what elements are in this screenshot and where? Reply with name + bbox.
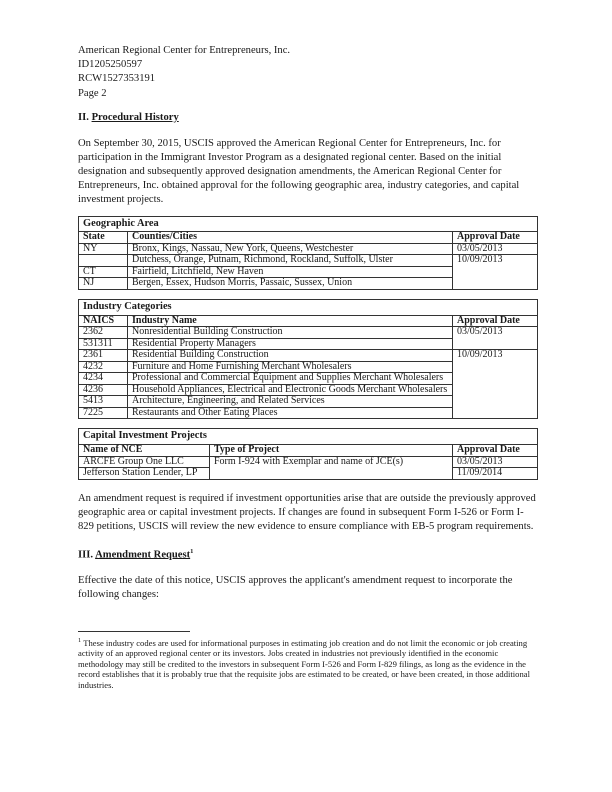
- section-heading-procedural-history: [78, 111, 538, 125]
- industry-name-cell: Furniture and Home Furnishing Merchant Wholesalers: [128, 361, 453, 373]
- footnote-text: These industry codes are used for informational purposes in estimating job creation and do not limit the economic or job creating activity of an approved regional center or its investors. Jobs created in industries not previously identified in the economic methodology may still be credited to the investors in subsequent Form I-526 and Form I-829 filings, as long as the evidence in the record establishes that it is probably true that the requisite jobs are estimated to be created, or have been created, in those additional industries.: [78, 637, 530, 690]
- amendment-requirement-paragraph: An amendment request is required if investment opportunities arise that are outside the previously approved geographic area or capital investment projects. If changes are found in subsequent Form I-526 or Form I-829 petitions, USCIS will review the new evidence to ensure compliance with EB-5 program requirements.: [78, 492, 536, 532]
- counties-cell: Bronx, Kings, Nassau, New York, Queens, Westchester: [128, 243, 453, 255]
- table-row: [79, 350, 538, 362]
- industry-categories-table: [78, 299, 538, 419]
- naics-cell: 7225: [79, 407, 128, 419]
- capital-investment-projects-table: [78, 428, 538, 479]
- naics-cell: 4236: [79, 384, 128, 396]
- industry-name-cell: Professional and Commercial Equipment and Supplies Merchant Wholesalers: [128, 373, 453, 385]
- footnote: [78, 637, 538, 690]
- approval-date-cell: 03/05/2013: [453, 243, 538, 255]
- industry-name-cell: Architecture, Engineering, and Related Services: [128, 396, 453, 408]
- amendment-request-paragraph: Effective the date of this notice, USCIS approves the applicant's amendment request to incorporate the following changes:: [78, 575, 513, 601]
- footnote-reference: 1: [190, 547, 194, 555]
- table-title: Geographic Area: [79, 216, 538, 232]
- approval-date-cell: 11/09/2014: [453, 468, 538, 480]
- column-header-approval-date: Approval Date: [453, 315, 538, 327]
- column-header-industry-name: Industry Name: [128, 315, 453, 327]
- naics-cell: 2361: [79, 350, 128, 362]
- nce-name-cell: Jefferson Station Lender, LP: [79, 468, 210, 480]
- naics-cell: 4232: [79, 361, 128, 373]
- industry-name-cell: Residential Building Construction: [128, 350, 453, 362]
- section-heading-amendment-request: [78, 548, 538, 563]
- footnote-mark: 1: [78, 637, 82, 644]
- state-cell: NY: [79, 243, 128, 255]
- industry-name-cell: Residential Property Managers: [128, 338, 453, 350]
- counties-cell: Dutchess, Orange, Putnam, Richmond, Rockland, Suffolk, Ulster: [128, 255, 453, 267]
- table-row: [79, 255, 538, 267]
- geographic-area-table: [78, 216, 538, 290]
- section-number: III.: [78, 549, 94, 561]
- table-row: [79, 327, 538, 339]
- section-title: Procedural History: [91, 111, 179, 123]
- table-title: Industry Categories: [79, 299, 538, 315]
- table-row: [79, 456, 538, 468]
- section-title: Amendment Request: [95, 549, 191, 561]
- approval-date-cell: 03/05/2013: [453, 327, 538, 350]
- section-number: II.: [78, 111, 89, 123]
- approval-date-cell: 10/09/2013: [453, 350, 538, 419]
- counties-cell: Fairfield, Litchfield, New Haven: [128, 266, 453, 278]
- project-type-cell: Form I-924 with Exemplar and name of JCE(s): [210, 456, 453, 479]
- receipt-id: ID1205250597: [78, 59, 143, 71]
- table-title: Capital Investment Projects: [79, 429, 538, 445]
- case-id: RCW1527353191: [78, 73, 156, 85]
- page-number: Page 2: [78, 87, 107, 99]
- column-header-approval-date: Approval Date: [453, 232, 538, 244]
- naics-cell: 531311: [79, 338, 128, 350]
- column-header-approval-date: Approval Date: [453, 445, 538, 457]
- procedural-history-paragraph: On September 30, 2015, USCIS approved the American Regional Center for Entrepreneurs, Inc. for participation in the Immigrant Investor Program as a designated regional center. Based on the initial designation and subsequently approved designation amendments, the American Regional Center for Entrepreneurs, Inc. obtained approval for the following geographic area, industry categories, and capital investment projects.: [78, 137, 520, 205]
- state-cell: [79, 255, 128, 267]
- column-header-state: State: [79, 232, 128, 244]
- industry-name-cell: Household Appliances, Electrical and Electronic Goods Merchant Wholesalers: [128, 384, 453, 396]
- org-name: American Regional Center for Entrepreneurs, Inc.: [78, 45, 291, 56]
- column-header-counties: Counties/Cities: [128, 232, 453, 244]
- state-cell: NJ: [79, 278, 128, 290]
- approval-date-cell: 10/09/2013: [453, 255, 538, 290]
- document-header: [78, 44, 538, 101]
- industry-name-cell: Nonresidential Building Construction: [128, 327, 453, 339]
- column-header-nce-name: Name of NCE: [79, 445, 210, 457]
- document-page: [78, 44, 538, 602]
- naics-cell: 2362: [79, 327, 128, 339]
- nce-name-cell: ARCFE Group One LLC: [79, 456, 210, 468]
- state-cell: CT: [79, 266, 128, 278]
- naics-cell: 5413: [79, 396, 128, 408]
- column-header-project-type: Type of Project: [210, 445, 453, 457]
- column-header-naics: NAICS: [79, 315, 128, 327]
- counties-cell: Bergen, Essex, Hudson Morris, Passaic, Sussex, Union: [128, 278, 453, 290]
- industry-name-cell: Restaurants and Other Eating Places: [128, 407, 453, 419]
- table-row: [79, 243, 538, 255]
- naics-cell: 4234: [79, 373, 128, 385]
- footnote-divider: [78, 631, 190, 632]
- approval-date-cell: 03/05/2013: [453, 456, 538, 468]
